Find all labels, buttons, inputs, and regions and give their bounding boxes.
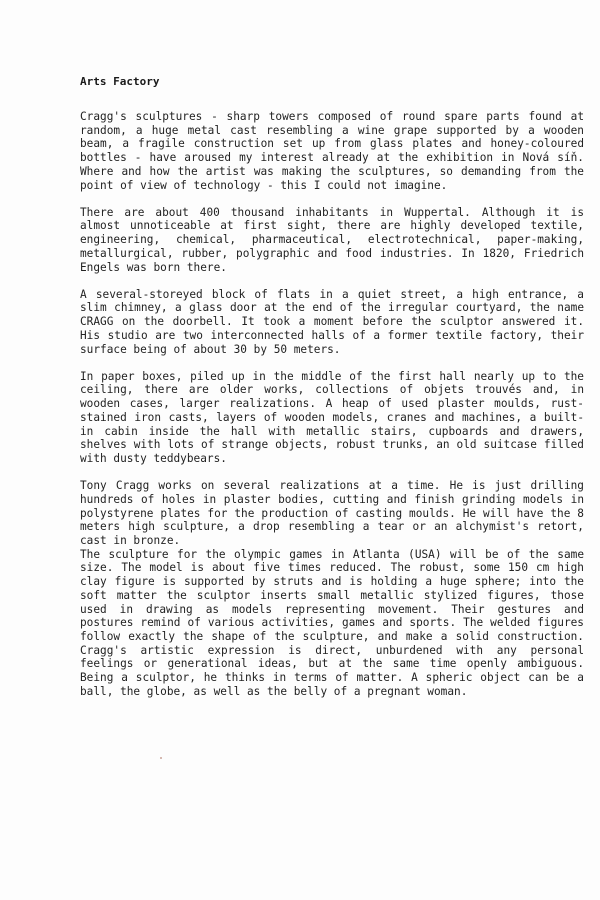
paragraph-cragg-sculptures: Cragg's sculptures - sharp towers composed of round spare parts found at random, a huge metal cast resembling a wine grape supported by a wooden beam, a fragile construction set up from glass plates and honey-coloured bottles - have aroused my interest already at the exhibition in Nová síň. Where and how the artist was making the sculptures, so demanding from the point of view of technology - this I could not imagine.: [80, 110, 584, 192]
paragraph-first-hall: In paper boxes, piled up in the middle of the first hall nearly up to the ceiling, there are older works, collections of objets trouvés and, in wooden cases, larger realizations. A heap of used plaster moulds, rust-stained iron casts, layers of wooden models, cranes and machines, a built-in cabin inside the hall with metallic stairs, cupboards and drawers, shelves with lots of strange objects, robust trunks, an old suitcase filled with dusty teddybears.: [80, 369, 584, 465]
paragraph-realizations: Tony Cragg works on several realizations at a time. He is just drilling hundreds of holes in plaster bodies, cutting and finish grinding models in polystyrene plates for the production of casting moulds. He will have the 8 meters high sculpture, a drop resembling a tear or an alchymist's retort, cast in bronze.: [80, 479, 584, 547]
paragraph-olympic-sculpture: The sculpture for the olympic games in Atlanta (USA) will be of the same size. The model is about five times reduced. The robust, some 150 cm high clay figure is supported by struts and is holding a huge sphere; into the soft matter the sculptor inserts small metallic stylized figures, those used in drawing as models representing movement. Their gestures and postures remind of various activities, games and sports. The welded figures follow exactly the shape of the sculpture, and make a solid construction. Cragg's artistic expression is direct, unburdened with any personal feelings or generational ideas, but at the same time openly ambiguous. Being a sculptor, he thinks in terms of matter. A spheric object can be a ball, the globe, as well as the belly of a pregnant woman.: [80, 547, 584, 698]
paragraph-wuppertal: There are about 400 thousand inhabitants in Wuppertal. Although it is almost unnoticeable at first sight, there are highly developed textile, engineering, chemical, pharmaceutical, electrotechnical, paper-making, metallurgical, rubber, polygraphic and food industries. In 1820, Friedrich Engels was born there.: [80, 205, 584, 274]
document-title: Arts Factory: [80, 75, 160, 88]
document-body: [80, 110, 584, 712]
paper-speck: [160, 757, 162, 759]
paragraph-studio-entrance: A several-storeyed block of flats in a quiet street, a high entrance, a slim chimney, a glass door at the end of the irregular courtyard, the name CRAGG on the doorbell. It took a moment before the sculptor answered it. His studio are two interconnected halls of a former textile factory, their surface being of about 30 by 50 meters.: [80, 287, 584, 356]
